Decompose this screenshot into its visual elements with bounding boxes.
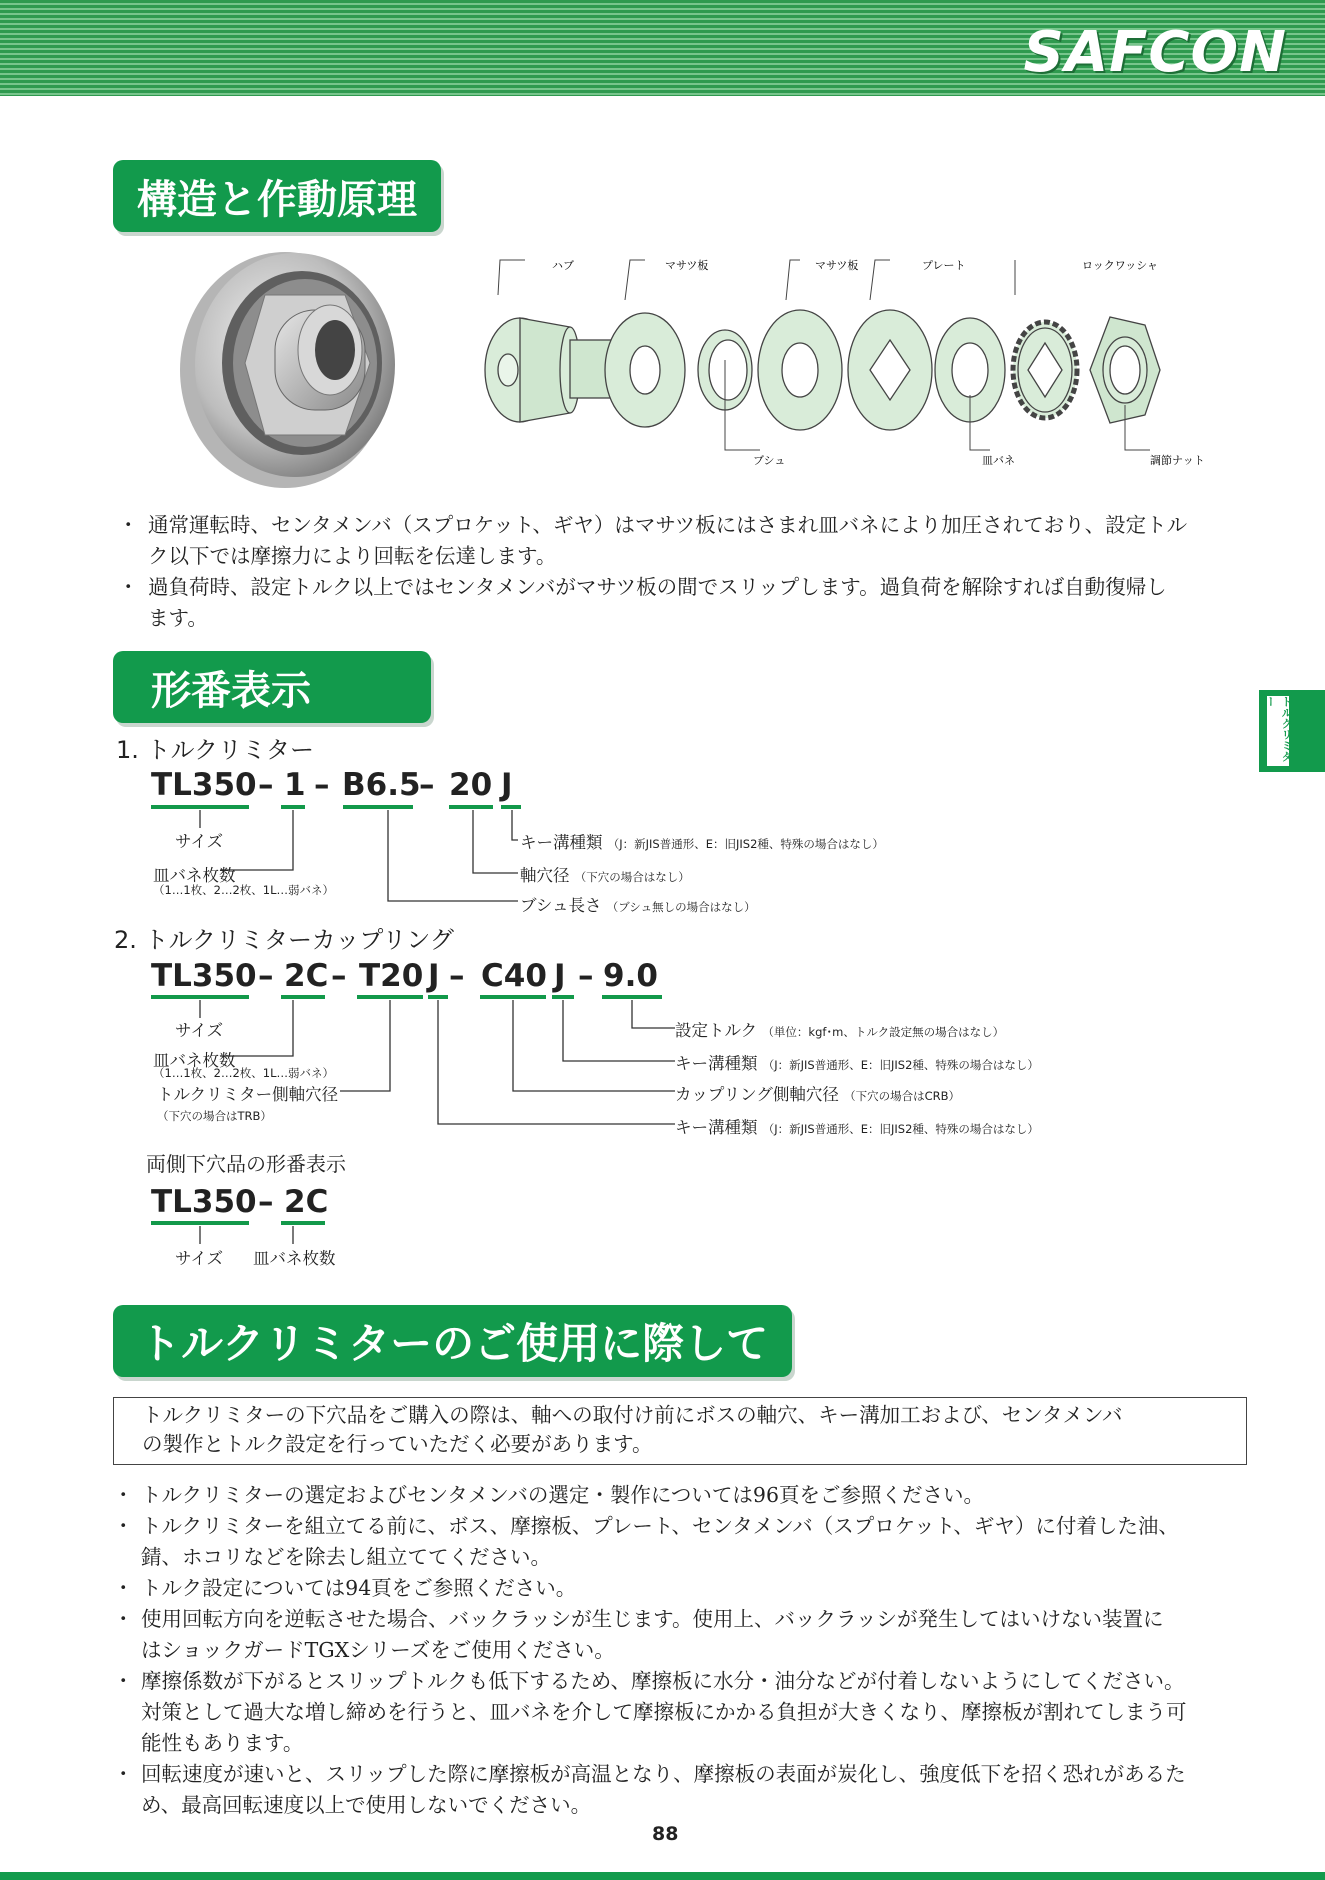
label-note: （ブシュ無しの場合はなし）: [606, 900, 756, 914]
section-title-structure: [113, 160, 441, 232]
label-friction2: マサツ板: [815, 259, 859, 272]
model3-spring-label: 皿バネ枚数: [253, 1249, 336, 1268]
bullet-line: 通常運転時、センタメンバ（スプロケット、ギヤ）はマサツ板にはさまれ皿バネにより加圧されており、設定トル: [148, 513, 1188, 537]
code-spring: 2C: [284, 958, 329, 994]
model2-torque-label: [675, 1017, 1004, 1041]
label-text: 軸穴径: [520, 866, 570, 885]
code-dash: –: [314, 767, 330, 803]
bullet-line: トルクリミターを組立てる前に、ボス、摩擦板、プレート、センタメンバ（スプロケット、ギヤ）に付着した油、: [141, 1514, 1179, 1538]
model2-spring-note: （1…1枚、2…2枚、1L…弱バネ）: [153, 1066, 334, 1080]
code-cp-bore: C40: [481, 958, 547, 994]
code-dash: –: [258, 1184, 274, 1220]
model1-size-label: サイズ: [175, 832, 224, 851]
label-note: （J：新JIS普通形、E：旧JIS2種、特殊の場合はなし）: [762, 1058, 1039, 1072]
header-bar: [0, 0, 1325, 96]
model2-cp-bore-label: [675, 1081, 960, 1105]
code-torque: 9.0: [603, 958, 658, 994]
code-key: J: [501, 767, 513, 803]
code-dash: –: [419, 767, 435, 803]
model3-size-label: サイズ: [175, 1249, 224, 1268]
safcon-logo: SAFCON: [1023, 20, 1287, 85]
code-spring: 2C: [284, 1184, 329, 1220]
structure-bullet-2: ・ 過負荷時、設定トルク以上ではセンタメンバがマサツ板の間でスリップします。過負荷を解除すれば自動復帰し ます。: [118, 572, 1268, 634]
label-note: （J：新JIS普通形、E：旧JIS2種、特殊の場合はなし）: [762, 1122, 1039, 1136]
code-dash: –: [258, 767, 274, 803]
code-dash: –: [449, 958, 465, 994]
code-key1: J: [428, 958, 440, 994]
code-dash: –: [258, 958, 274, 994]
code-size: TL350: [151, 767, 257, 803]
side-tab-label: トルクリミター: [1267, 696, 1289, 766]
label-lockwasher: ロックワッシャ: [1082, 259, 1159, 272]
label-plate: プレート: [922, 259, 966, 272]
label-text: キー溝種類: [675, 1118, 758, 1137]
bullet-line: トルク設定については94頁をご参照ください。: [141, 1576, 577, 1600]
notice-line: の製作とトルク設定を行っていただく必要があります。: [142, 1432, 653, 1456]
bullet-line: 摩擦係数が下がるとスリップトルクも低下するため、摩擦板に水分・油分などが付着しないようにしてください。: [141, 1669, 1185, 1693]
bullet-line: はショックガードTGXシリーズをご使用ください。: [141, 1638, 615, 1662]
bullet-line: 過負荷時、設定トルク以上ではセンタメンバがマサツ板の間でスリップします。過負荷を解除すれば自動復帰し: [148, 575, 1167, 599]
code-bore: 20: [449, 767, 493, 803]
notice-box: [113, 1397, 1247, 1465]
label-hub: ハブ: [552, 259, 574, 272]
label-nut: 調節ナット: [1150, 454, 1205, 467]
section-title-text: 構造と作動原理: [137, 176, 417, 223]
label-text: キー溝種類: [675, 1054, 758, 1073]
code-tl-bore: T20: [359, 958, 424, 994]
bullet-line: ク以下では摩擦力により回転を伝達します。: [148, 544, 557, 568]
code-size: TL350: [151, 958, 257, 994]
code-dash: –: [331, 958, 347, 994]
label-note: （J：新JIS普通形、E：旧JIS2種、特殊の場合はなし）: [607, 837, 884, 851]
label-bush: ブシュ: [753, 454, 786, 467]
model2-size-label: サイズ: [175, 1021, 224, 1040]
usage-bullet-1: ・ トルクリミターの選定およびセンタメンバの選定・製作については96頁をご参照ください。: [113, 1480, 1263, 1511]
model1-spring-label: 皿バネ枚数: [153, 866, 236, 885]
bullet-line: 錆、ホコリなどを除去し組立ててください。: [141, 1545, 551, 1569]
label-spring: 皿バネ: [982, 454, 1015, 467]
code-size: TL350: [151, 1184, 257, 1220]
model1-bore-label: [520, 862, 690, 886]
usage-bullet-2: ・ トルクリミターを組立てる前に、ボス、摩擦板、プレート、センタメンバ（スプロケット、ギヤ）に付着した油、 錆、ホコリなどを除去し組立ててください。: [113, 1511, 1263, 1573]
model2-tl-bore-label: トルクリミター側軸穴径: [157, 1085, 339, 1104]
model2-spring-label: 皿バネ枚数: [153, 1051, 236, 1070]
model1-heading: 1. トルクリミター: [116, 736, 315, 764]
structure-bullet-1: ・ 通常運転時、センタメンバ（スプロケット、ギヤ）はマサツ板にはさまれ皿バネにより加圧されており、設定トル ク以下では摩擦力により回転を伝達します。: [118, 510, 1268, 572]
section-title-text: トルクリミターのご使用に際して: [139, 1319, 769, 1368]
page-number: 88: [652, 1823, 679, 1845]
code-bush: B6.5: [342, 767, 421, 803]
label-note: （下穴の場合はなし）: [574, 870, 690, 884]
torque-limiter-photo: [170, 245, 410, 490]
code-dash: –: [578, 958, 594, 994]
model1-bush-label: [520, 892, 756, 916]
usage-bullet-3: ・ トルク設定については94頁をご参照ください。: [113, 1573, 1263, 1604]
model2-key2-label: [675, 1114, 1039, 1138]
exploded-diagram: [470, 255, 1205, 480]
model1-spring-note: （1…1枚、2…2枚、1L…弱バネ）: [153, 883, 334, 897]
bullet-line: 使用回転方向を逆転させた場合、バックラッシが生じます。使用上、バックラッシが発生してはいけない装置に: [141, 1607, 1164, 1631]
footer-bar: [0, 1872, 1325, 1880]
code-key2: J: [554, 958, 566, 994]
code-spring: 1: [284, 767, 306, 803]
model2-key1-label: [675, 1050, 1039, 1074]
usage-bullet-4: ・ 使用回転方向を逆転させた場合、バックラッシが生じます。使用上、バックラッシが発生してはいけない装置に はショックガードTGXシリーズをご使用ください。: [113, 1604, 1263, 1666]
bullet-line: 対策として過大な増し締めを行うと、皿バネを介して摩擦板にかかる負担が大きくなり、摩擦板が割れてしまう可: [141, 1700, 1187, 1724]
label-text: ブシュ長さ: [520, 896, 602, 915]
section-title-text: 形番表示: [151, 667, 311, 714]
usage-bullet-5: ・ 摩擦係数が下がるとスリップトルクも低下するため、摩擦板に水分・油分などが付着しないようにしてください。 対策として過大な増し締めを行うと、皿バネを介して摩擦板にかかる負担が大きくなり、摩擦板が割れてしまう可 能性もあります。: [113, 1666, 1263, 1759]
section-title-usage: [113, 1305, 792, 1377]
usage-bullet-6: ・ 回転速度が速いと、スリップした際に摩擦板が高温となり、摩擦板の表面が炭化し、強度低下を招く恐れがあるた め、最高回転速度以上で使用しないでください。: [113, 1759, 1263, 1821]
label-text: 設定トルク: [675, 1021, 758, 1040]
bullet-line: トルクリミターの選定およびセンタメンバの選定・製作については96頁をご参照ください。: [141, 1483, 985, 1507]
label-text: カップリング側軸穴径: [675, 1085, 839, 1104]
side-tab: [1259, 690, 1325, 772]
notice-line: トルクリミターの下穴品をご購入の際は、軸への取付け前にボスの軸穴、キー溝加工および、センタメンバ: [142, 1403, 1123, 1427]
bullet-line: ます。: [148, 606, 208, 630]
label-text: キー溝種類: [520, 833, 603, 852]
label-note: （下穴の場合はCRB）: [844, 1089, 961, 1103]
label-note: （単位：kgf･m、トルク設定無の場合はなし）: [762, 1025, 1005, 1039]
model2-tl-bore-note: （下穴の場合はTRB）: [157, 1109, 272, 1123]
section-title-model: [113, 651, 431, 723]
bullet-line: 能性もあります。: [141, 1731, 304, 1755]
bullet-line: 回転速度が速いと、スリップした際に摩擦板が高温となり、摩擦板の表面が炭化し、強度低下を招く恐れがあるた: [141, 1762, 1186, 1786]
bullet-line: め、最高回転速度以上で使用しないでください。: [141, 1793, 592, 1817]
model1-key-label: [520, 829, 884, 853]
label-friction1: マサツ板: [665, 259, 709, 272]
model3-heading: 両側下穴品の形番表示: [146, 1152, 346, 1176]
model2-heading: 2. トルクリミターカップリング: [114, 926, 454, 954]
